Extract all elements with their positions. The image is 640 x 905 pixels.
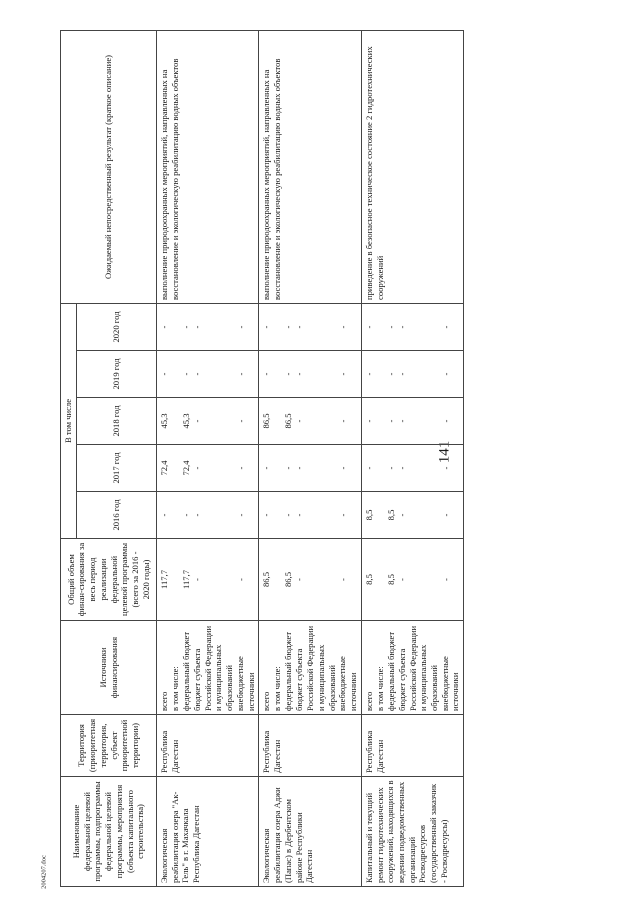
table-row [157, 31, 259, 887]
value: - [236, 513, 246, 517]
value: 86,5 [261, 571, 272, 588]
value: - [385, 419, 396, 423]
source-line: бюджет субъекта Российской Федерации и муниципальных образований [192, 625, 235, 711]
table-header [61, 31, 157, 887]
value: - [159, 372, 169, 376]
value: - [294, 419, 305, 423]
result-cell: приведение в безопасное техническое состояние 2 гидротехнических сооружений [361, 31, 463, 304]
source-line: в том числе: [170, 666, 180, 711]
value: - [283, 372, 294, 376]
year-cell [157, 492, 259, 539]
territory-cell: Республика Дагестан [361, 715, 463, 777]
value: - [294, 372, 305, 376]
source-line: федеральный бюджет [283, 631, 294, 711]
value: - [192, 578, 202, 581]
value: - [261, 325, 272, 329]
sources-cell [157, 621, 259, 715]
year-cell [361, 351, 463, 398]
year-cell [361, 398, 463, 445]
value: 86,5 [283, 571, 294, 588]
value: - [294, 325, 305, 329]
value [272, 354, 283, 394]
table-body [157, 31, 464, 887]
territory-cell: Республика Дагестан [259, 715, 361, 777]
header-year: 2018 год [77, 398, 157, 445]
source-line: всего [159, 691, 169, 711]
value: - [440, 419, 451, 423]
result-cell: выполнение природоохранных мероприятий, направленных на восстановление и экологическую реабилитацию водных объектов [157, 31, 259, 304]
source-line: бюджет субъекта Российской Федерации и муниципальных образований [396, 625, 440, 711]
value: - [440, 513, 451, 517]
value: 8,5 [363, 574, 374, 585]
source-line: внебюджетные источники [337, 656, 359, 711]
territory-cell: Республика Дагестан [157, 715, 259, 777]
year-cell [157, 398, 259, 445]
value [170, 542, 181, 617]
value: 86,5 [261, 413, 272, 429]
value: - [283, 325, 294, 329]
year-cell [157, 445, 259, 492]
value: 86,5 [283, 413, 294, 429]
header-year: 2019 год [77, 351, 157, 398]
project-name-cell: Капитальный и текущий ремонт гидротехнических сооружений, находящихся в ведении подведомственных организаций Росводресурсов (государственный заказчик - Росводресурсы) [361, 777, 463, 887]
value: - [261, 513, 272, 517]
value: - [294, 578, 305, 581]
value: - [283, 513, 294, 517]
value [375, 307, 386, 347]
header-territory: Территория (приоритетная территория, субъект приоритетной территории) [61, 715, 157, 777]
source-line: всего [261, 691, 272, 711]
value [272, 401, 283, 441]
value: - [363, 419, 374, 423]
value: - [236, 466, 246, 470]
total-cell [361, 539, 463, 621]
value: - [192, 466, 202, 470]
year-cell [259, 398, 361, 445]
header-result: Ожидаемый непосредственный результат (краткое описание) [61, 31, 157, 304]
header-sources: Источники финансирования [61, 621, 157, 715]
value: - [440, 372, 451, 376]
value: - [440, 466, 451, 470]
year-cell [157, 304, 259, 351]
sources-cell [361, 621, 463, 715]
header-year: 2016 год [77, 492, 157, 539]
table-row [259, 31, 361, 887]
source-line: всего [363, 691, 374, 711]
value [170, 448, 181, 488]
value: - [159, 513, 169, 517]
value: - [396, 419, 407, 423]
result-cell: выполнение природоохранных мероприятий, направленных на восстановление и экологическую реабилитацию водных объектов [259, 31, 361, 304]
year-cell [259, 304, 361, 351]
value: - [396, 466, 407, 470]
year-cell [259, 445, 361, 492]
value: 117,7 [159, 569, 169, 590]
year-cell [361, 445, 463, 492]
value: - [236, 325, 246, 329]
source-line: внебюджетные источники [439, 656, 461, 711]
total-cell [157, 539, 259, 621]
value: - [338, 325, 349, 329]
value: - [261, 372, 272, 376]
value: - [192, 419, 202, 423]
sources-cell [259, 621, 361, 715]
value [375, 448, 386, 488]
value: - [363, 325, 374, 329]
value: - [294, 466, 305, 470]
value: - [440, 578, 451, 581]
header-including: В том числе [61, 304, 77, 539]
value: - [396, 372, 407, 376]
value: - [159, 325, 169, 329]
value [272, 307, 283, 347]
source-line: в том числе: [272, 666, 283, 711]
value [170, 307, 181, 347]
value: - [338, 578, 349, 581]
value: - [338, 466, 349, 470]
value: - [338, 419, 349, 423]
value: - [385, 466, 396, 470]
value: 72,4 [159, 460, 169, 476]
value: 8,5 [385, 509, 396, 521]
header-name: Наименование федеральной целевой программы, подпрограммы федеральной целевой программы, мероприятия (объекта капитального строительства) [61, 777, 157, 887]
value: - [192, 513, 202, 517]
page-number: 141 [436, 440, 453, 464]
value: - [236, 372, 246, 376]
value: - [236, 419, 246, 423]
project-name-cell: Экологическая реабилитация озера "Ак-Гель" в г. Махачкала Республика Дагестан [157, 777, 259, 887]
source-line: внебюджетные источники [234, 656, 256, 711]
source-line: бюджет субъекта Российской Федерации и муниципальных образований [294, 625, 337, 711]
project-name-cell: Экологическая реабилитация озера Аджи (Папас) в Дербентском районе Республики Дагестан [259, 777, 361, 887]
value [272, 495, 283, 535]
value: - [396, 578, 407, 581]
header-year: 2017 год [77, 445, 157, 492]
value: - [385, 372, 396, 376]
value: - [338, 513, 349, 517]
header-total: Общий объем финан-сирования за весь период реализации федеральной целевой программы (всего за 2016 - 2020 годы) [61, 539, 157, 621]
value: - [192, 325, 202, 329]
value: 72,4 [181, 460, 191, 476]
financing-table [60, 30, 464, 887]
value: - [440, 325, 451, 329]
value: - [396, 325, 407, 329]
value [272, 542, 283, 617]
value: 117,7 [181, 569, 191, 590]
value [170, 495, 181, 535]
value: 8,5 [363, 509, 374, 521]
value: - [283, 466, 294, 470]
value: - [385, 325, 396, 329]
value [375, 495, 386, 535]
year-cell [157, 351, 259, 398]
year-cell [259, 492, 361, 539]
table-row [361, 31, 463, 887]
value: 45,3 [159, 413, 169, 429]
value: - [236, 578, 246, 581]
value: - [181, 372, 191, 376]
value [272, 448, 283, 488]
value: 45,3 [181, 413, 191, 429]
value [375, 542, 386, 617]
year-cell [361, 304, 463, 351]
footer-doc-id: 2004207.doc [40, 855, 48, 889]
value: - [261, 466, 272, 470]
value [375, 401, 386, 441]
value [170, 401, 181, 441]
value: - [294, 513, 305, 517]
year-cell [361, 492, 463, 539]
source-line: федеральный бюджет [385, 631, 396, 711]
header-year: 2020 год [77, 304, 157, 351]
value: - [363, 466, 374, 470]
value [375, 354, 386, 394]
value: - [181, 513, 191, 517]
value: 8,5 [385, 574, 396, 585]
value: - [181, 325, 191, 329]
value: - [363, 372, 374, 376]
value: - [192, 372, 202, 376]
source-line: федеральный бюджет [181, 631, 191, 711]
value: - [338, 372, 349, 376]
total-cell [259, 539, 361, 621]
value [170, 354, 181, 394]
source-line: в том числе: [374, 666, 385, 711]
value: - [396, 513, 407, 517]
year-cell [259, 351, 361, 398]
